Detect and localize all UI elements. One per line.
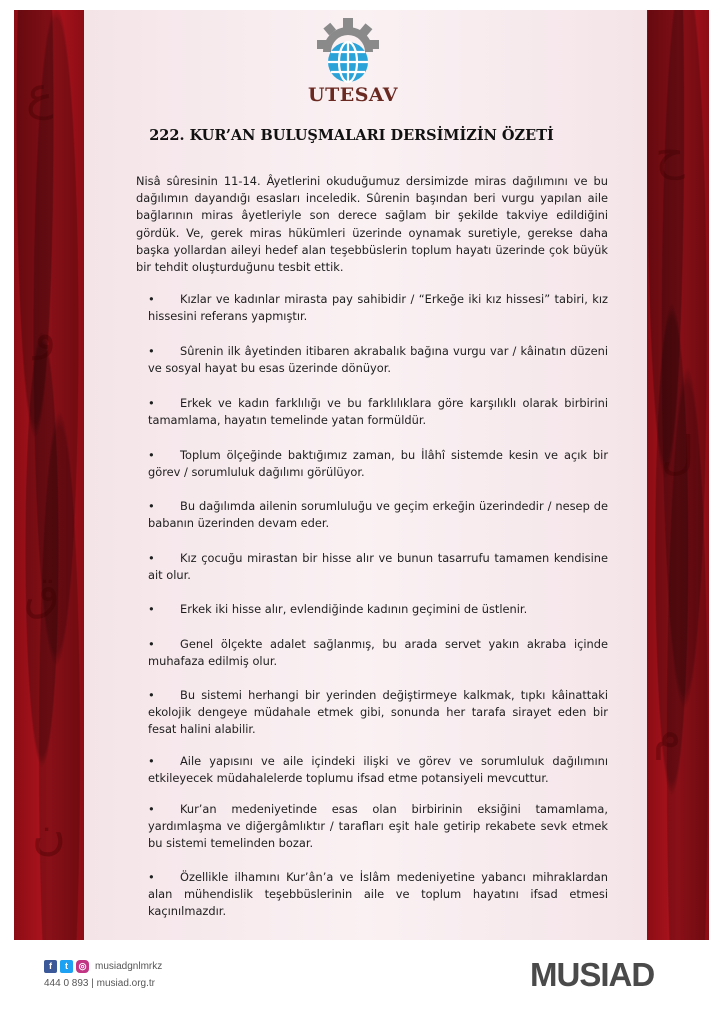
list-item-text: Genel ölçekte adalet sağlanmış, bu arada servet yakın akraba içinde muhafaza edilmiş olur. [148,637,608,669]
bullet-marker: • [148,499,155,513]
facebook-icon[interactable]: f [44,960,57,973]
list-item-text: Erkek ve kadın farklılığı ve bu farklılıklara göre karşılıklı olarak birbirini tamamlama, hayatın temelinde yatan formüldür. [148,396,608,428]
list-item-text: Aile yapısını ve aile içindeki ilişki ve görev ve sorumluluk dağılımını etkileyecek müdahalelerde toplumu ifsad etme potansiyeli mevcuttur. [148,754,608,786]
contact-info[interactable]: 444 0 893 | musiad.org.tr [44,978,155,989]
list-item [148,636,608,670]
list-item-text: Kız çocuğu mirastan bir hisse alır ve bunun tasarrufu tamamen kendisine ait olur. [148,551,608,583]
utesav-logo [308,16,399,106]
bullet-marker: • [148,802,155,816]
bullet-marker: • [148,637,155,651]
page-title: 222. KUR’AN BULUŞMALARI DERSİMİZİN ÖZETİ [149,127,554,144]
bullet-marker: • [148,292,155,306]
ornament-glyph: ن [32,806,66,860]
bullet-marker: • [148,551,155,565]
left-ornament [14,10,84,940]
list-item [148,395,608,429]
list-item [148,601,608,618]
list-item-text: Sûrenin ilk âyetinden itibaren akrabalık bağına vurgu var / kâinatın düzeni ve sosyal hayat bu esas üzerinde dönüyor. [148,344,608,376]
intro-paragraph: Nisâ sûresinin 11-14. Âyetlerini okuduğumuz dersimizde miras dağılımını ve bu dağılımın dayandığı esasları inceledik. Sûrenin başından beri vurgu yapılan aile bağlarının miras âyetleriyle son derece sağlam bir şekilde takviye edildiğini gördük. Ve, gerek miras hükümleri üzerinde oynamak suretiyle, gerekse daha başka yollardan aileyi hedef alan teşebbüslerin toplum hayatı üzerinde çok büyük bir tehdit oluşturduğunu tesbit ettik. [136,174,608,275]
social-links [44,960,162,973]
list-item-text: Kur’an medeniyetinde esas olan birbirinin eksiğini tamamlama, yardımlaşma ve diğergâmlıktır / tarafları eşit hale getirip rekabete sevk etmek bu sistemi temelinden bozar. [148,802,608,851]
list-item [148,687,608,739]
right-ornament [647,10,709,940]
list-item [148,291,608,325]
bullet-marker: • [148,396,155,410]
logo-wordmark: UTESAV [308,84,399,106]
ornament-glyph: ق [24,566,60,620]
list-item [148,753,608,787]
list-item [148,343,608,377]
ornament-glyph: ل [661,426,695,480]
list-item [148,447,608,481]
list-item-text: Kızlar ve kadınlar mirasta pay sahibidir / “Erkeğe iki kız hissesi” tabiri, kız hissesini referans yapmıştır. [148,292,608,324]
list-item-text: Özellikle ilhamını Kur’ân’a ve İslâm medeniyetine yabancı mihraklardan alan mühendislik teşebbüslerinin aile ve toplum hayatını ifsad etmesi kaçınılmazdır. [148,870,608,919]
list-item [148,550,608,584]
bullet-marker: • [148,688,155,702]
list-item-text: Toplum ölçeğinde baktığımız zaman, bu İlâhî sistemde kesin ve açık bir görev / sorumluluk dağılımı görülüyor. [148,448,608,480]
ornament-glyph: م [653,706,682,760]
social-handle[interactable]: musiadgnlmrkz [95,961,163,972]
list-item-text: Erkek iki hisse alır, evlendiğinde kadının geçimini de üstlenir. [180,602,528,616]
bullet-marker: • [148,602,155,616]
ornament-glyph: ع [26,66,54,120]
twitter-icon[interactable]: t [60,960,73,973]
list-item [148,801,608,853]
bullet-marker: • [148,754,155,768]
list-item [148,869,608,921]
bullet-marker: • [148,448,155,462]
list-item [148,498,608,532]
ornament-glyph: و [34,306,57,360]
bullet-marker: • [148,870,155,884]
bullet-marker: • [148,344,155,358]
gear-globe-logo-icon [313,16,383,86]
list-item-text: Bu dağılımda ailenin sorumluluğu ve geçim erkeğin üzerindedir / nesep de babanın üzerinden devam eder. [148,499,608,531]
ornament-glyph: ح [655,126,685,180]
musiad-logo: MUSIAD [530,956,655,993]
list-item-text: Bu sistemi herhangi bir yerinden değiştirmeye kalkmak, tıpkı kâinattaki ekolojik dengeye müdahale etmek gibi, sonunda her tarafa sirayet eden bir fesat halini alabilir. [148,688,608,737]
instagram-icon[interactable]: ◎ [76,960,89,973]
